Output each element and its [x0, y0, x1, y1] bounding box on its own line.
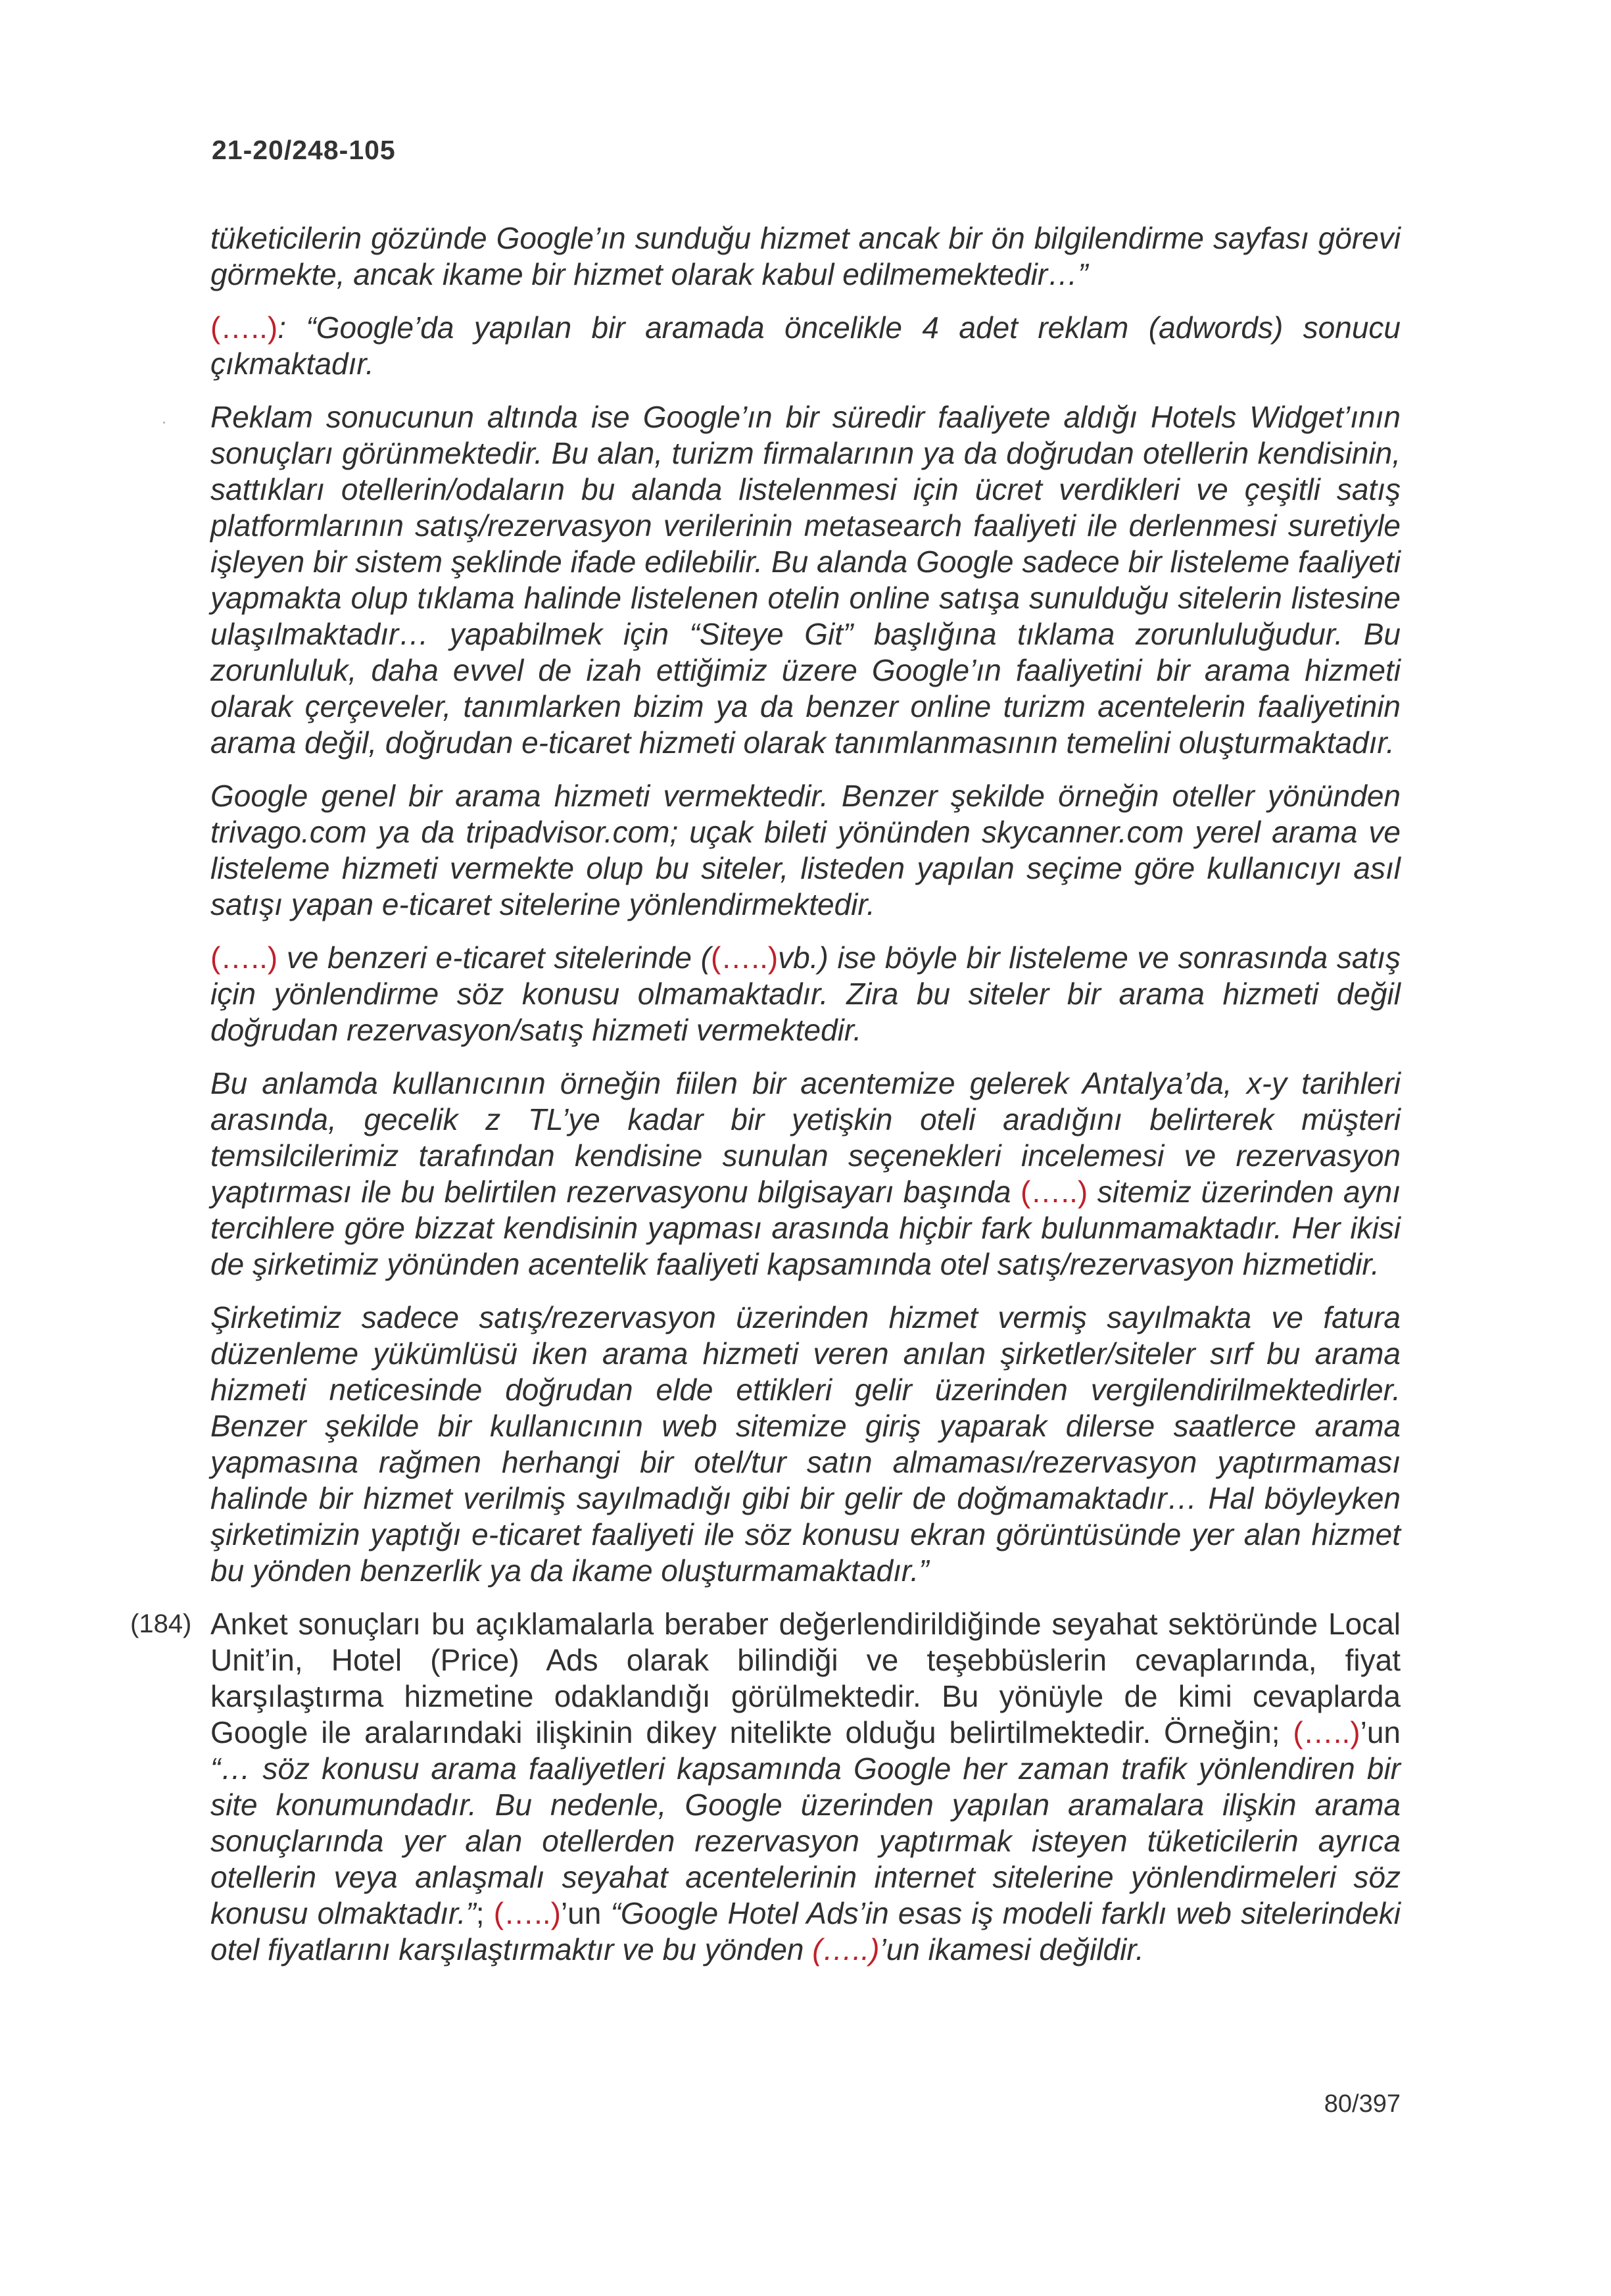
redacted-marker: (…..) [1021, 1175, 1088, 1209]
text-segment: sitemiz üzerinden aynı tercihlere göre bizzat kendisinin yapması arasında hiçbir fark bulunmamaktadır. Her ikisi de şirketimiz yönünden acentelik faaliyeti kapsamında otel satış/rezervasyon hizmetidir. [210, 1175, 1401, 1281]
redacted-marker: (…..) [710, 940, 779, 975]
redacted-marker: (…..) [210, 940, 278, 975]
quoted-paragraph [210, 778, 1401, 923]
redacted-marker: (…..) [210, 310, 278, 345]
text-segment: ve benzeri e-ticaret sitelerinde ( [277, 940, 711, 975]
numbered-paragraph-184 [130, 1606, 1401, 1968]
text-segment: : “Google’da yapılan bir aramada öncelikle 4 adet reklam (adwords) sonucu çıkmaktadır. [210, 310, 1401, 381]
quoted-paragraph [210, 220, 1401, 293]
document-number: 21-20/248-105 [212, 135, 396, 165]
text-segment: ’un [560, 1896, 611, 1930]
quoted-paragraph [210, 1300, 1401, 1589]
quoted-paragraph [210, 940, 1401, 1048]
quoted-paragraph [210, 1065, 1401, 1282]
quoted-paragraph [210, 399, 1401, 761]
text-segment: ; [475, 1896, 494, 1930]
text-segment: Şirketimiz sadece satış/rezervasyon üzerinden hizmet vermiş sayılmakta ve fatura düzenleme yükümlüsü iken arama hizmeti veren anılan şirketler/siteler sırf bu arama hizmeti neticesinde doğrudan elde ettikleri gelir üzerinden vergilendirilmektedirler. Benzer şekilde bir kullanıcının web sitemize giriş yaparak dilerse saatlerce arama yapmasına rağmen herhangi bir otel/tur satın almaması/rezervasyon yaptırmaması halinde bir hizmet verilmiş sayılmadığı gibi bir gelir de doğmamaktadır… Hal böyleyken şirketimizin yaptığı e-ticaret faaliyeti ile söz konusu ekran görüntüsünde yer alan hizmet bu yönden benzerlik ya da ikame oluşturmamaktadır.” [210, 1300, 1401, 1588]
quoted-responses [210, 220, 1401, 1589]
paragraph-text [210, 1607, 1401, 1966]
text-segment: ’un ikamesi değildir. [879, 1932, 1144, 1966]
text-segment: Reklam sonucunun altında ise Google’ın bir süredir faaliyete aldığı Hotels Widget’ının sonuçları görünmektedir. Bu alan, turizm firmalarının ya da doğrudan otellerin kendisinin, sattıkları otellerin/odaların bu alanda listelenmesi için ücret verdikleri ve çeşitli satış platformlarının satış/rezervasyon verilerinin metasearch faaliyeti ile derlenmesi suretiyle işleyen bir sistem şeklinde ifade edilebilir. Bu alanda Google sadece bir listeleme faaliyeti yapmakta olup tıklama halinde listelenen otelin online satışa sunulduğu sitelerin listesine ulaşılmaktadır… yapabilmek için “Siteye Git” başlığına tıklama zorunluluğudur. Bu zorunluluk, daha evvel de izah ettiğimiz üzere Google’ın faaliyetini bir arama hizmeti olarak çerçeveler, tanımlarken bizim ya da benzer online turizm acentelerin faaliyetinin arama değil, doğrudan e-ticaret hizmeti olarak tanımlanmasının temelini oluşturmaktadır. [210, 400, 1401, 760]
page-number: 80/397 [1324, 2090, 1401, 2118]
text-segment: vb.) ise böyle bir listeleme ve sonrasında satış için yönlendirme söz konusu olmamaktadır. Zira bu siteler bir arama hizmeti değil doğrudan rezervasyon/satış hizmeti vermektedir. [210, 940, 1401, 1047]
document-body [130, 220, 1401, 1985]
redacted-marker: (…..) [812, 1932, 880, 1966]
paragraph-number: (184) [130, 1609, 192, 1638]
text-segment: Google genel bir arama hizmeti vermektedir. Benzer şekilde örneğin oteller yönünden trivago.com ya da tripadvisor.com; uçak bileti yönünden skycanner.com yerel arama ve listeleme hizmeti vermekte olup bu siteler, listeden yapılan seçime göre kullanıcıyı asıl satışı yapan e-ticaret sitelerine yönlendirmektedir. [210, 779, 1401, 921]
redacted-marker: (…..) [1293, 1715, 1360, 1749]
quoted-paragraph [210, 310, 1401, 382]
text-segment: Bu anlamda kullanıcının örneğin fiilen bir acentemize gelerek Antalya’da, x-y tarihleri arasında, gecelik z TL’ye kadar bir yetişkin oteli aradığını belirterek müşteri temsilcilerimiz tarafından kendisine sunulan seçenekleri incelemesi ve rezervasyon yaptırması ile bu belirtilen rezervasyonu bilgisayarı başında [210, 1066, 1401, 1209]
text-segment: “… söz konusu arama faaliyetleri kapsamında Google her zaman trafik yönlendiren bir site konumundadır. Bu nedenle, Google üzerinden yapılan aramalara ilişkin arama sonuçlarında yer alan otellerden rezervasyon yaptırmak isteyen tüketicilerin ayrıca otellerin veya anlaşmalı seyahat acentelerinin internet sitelerine yönlendirmeleri söz konusu olmaktadır.” [210, 1751, 1401, 1930]
text-segment: tüketicilerin gözünde Google’ın sunduğu hizmet ancak bir ön bilgilendirme sayfası görevi görmekte, ancak ikame bir hizmet olarak kabul edilmemektedir…” [210, 221, 1401, 291]
text-segment: ’un [1360, 1715, 1401, 1749]
redacted-marker: (…..) [493, 1896, 561, 1930]
text-segment: “Google Hotel Ads’in esas iş modeli farklı web sitelerindeki otel fiyatlarını karşılaştırmaktır ve bu yönden [210, 1896, 1401, 1966]
margin-dot [163, 422, 165, 424]
text-segment: Anket sonuçları bu açıklamalarla beraber değerlendirildiğinde seyahat sektöründe Local Unit’in, Hotel (Price) Ads olarak bilindiği ve teşebbüslerin cevaplarında, fiyat karşılaştırma hizmetine odaklandığı görülmektedir. Bu yönüyle de kimi cevaplarda Google ile aralarındaki ilişkinin dikey nitelikte olduğu belirtilmektedir. Örneğin; [210, 1607, 1401, 1749]
